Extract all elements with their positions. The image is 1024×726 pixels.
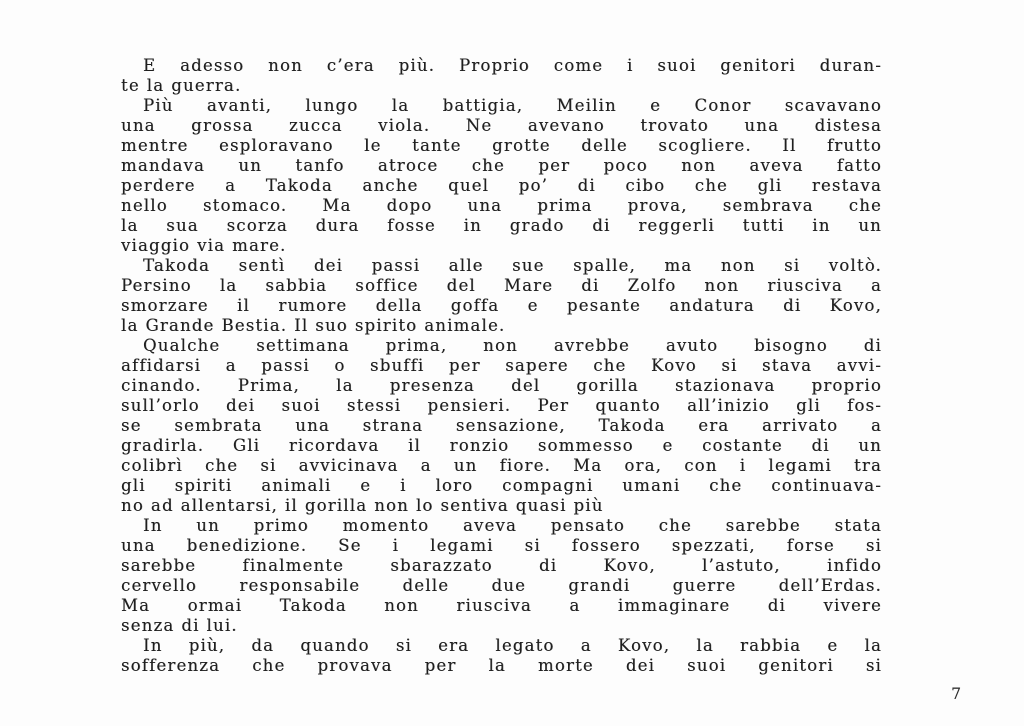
text-line: no ad allentarsi, il gorilla non lo sentiva quasi più [121,496,604,515]
text-line: cinando. Prima, la presenza del gorilla stazionava proprio [121,376,882,395]
text-line: perdere a Takoda anche quel po’ di cibo che gli restava [121,176,882,195]
text-line: In più, da quando si era legato a Kovo, la rabbia e la [143,636,882,655]
text-line: Persino la sabbia soffice del Mare di Zolfo non riusciva a [121,276,882,295]
text-line: Ma ormai Takoda non riusciva a immaginare di vivere [121,596,882,615]
text-line: Più avanti, lungo la battigia, Meilin e Conor scavavano [143,96,882,115]
text-line: la Grande Bestia. Il suo spirito animale. [121,316,506,335]
text-line: senza di lui. [121,616,238,635]
text-line: Takoda sentì dei passi alle sue spalle, ma non si voltò. [143,256,882,275]
text-line: te la guerra. [121,76,242,95]
text-line: la sua scorza dura fosse in grado di reggerli tutti in un [121,216,882,235]
text-line: una grossa zucca viola. Ne avevano trovato una distesa [121,116,882,135]
text-line: colibrì che si avvicinava a un fiore. Ma ora, con i legami tra [121,456,882,475]
text-line: gli spiriti animali e i loro compagni umani che continuava- [121,476,882,495]
text-line: mandava un tanfo atroce che per poco non aveva fatto [121,156,882,175]
text-line: smorzare il rumore della goffa e pesante andatura di Kovo, [121,296,882,315]
text-line: E adesso non c’era più. Proprio come i suoi genitori duran- [143,56,882,75]
text-line: gradirla. Gli ricordava il ronzio sommesso e costante di un [121,436,882,455]
text-line: sull’orlo dei suoi stessi pensieri. Per quanto all’inizio gli fos- [121,396,882,415]
text-line: affidarsi a passi o sbuffi per sapere che Kovo si stava avvi- [121,356,882,375]
body-text [121,56,882,676]
text-line: una benedizione. Se i legami si fossero spezzati, forse si [121,536,882,555]
text-line: mentre esploravano le tante grotte delle scogliere. Il frutto [121,136,882,155]
text-line: sofferenza che provava per la morte dei suoi genitori si [121,656,882,675]
text-line: Qualche settimana prima, non avrebbe avuto bisogno di [143,336,882,355]
text-line: In un primo momento aveva pensato che sarebbe stata [143,516,882,535]
page-number: 7 [951,685,961,703]
text-line: cervello responsabile delle due grandi guerre dell’Erdas. [121,576,882,595]
text-line: nello stomaco. Ma dopo una prima prova, sembrava che [121,196,882,215]
text-line: sarebbe finalmente sbarazzato di Kovo, l’astuto, infido [121,556,882,575]
text-line: viaggio via mare. [121,236,287,255]
text-line: se sembrata una strana sensazione, Takoda era arrivato a [121,416,882,435]
